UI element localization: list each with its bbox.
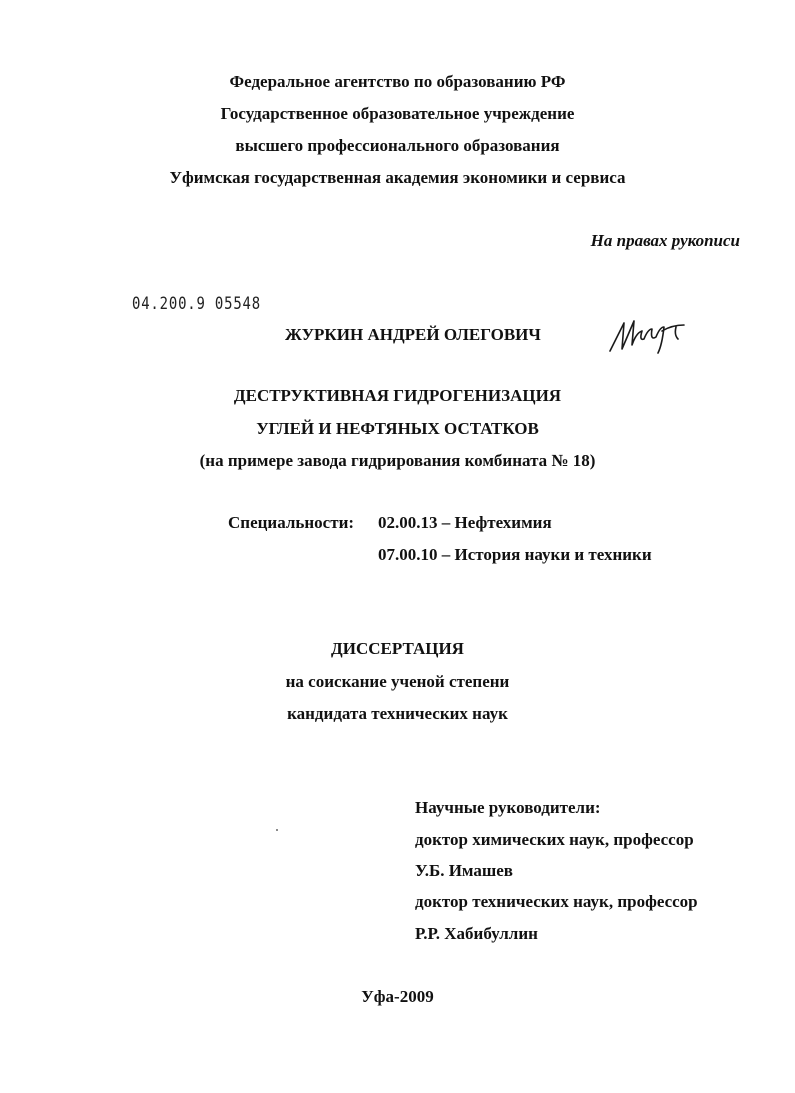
title-line-1: ДЕСТРУКТИВНАЯ ГИДРОГЕНИЗАЦИЯ <box>233 386 562 405</box>
supervisor-line: У.Б. Имашев <box>415 861 513 880</box>
specialty-item: 07.00.10 – История науки и техники <box>378 545 652 564</box>
org-line-2: Государственное образовательное учреждение <box>220 104 575 123</box>
org-line-4: Уфимская государственная академия экономики и сервиса <box>169 168 626 187</box>
specialty-item: 02.00.13 – Нефтехимия <box>378 513 552 532</box>
author-name: ЖУРКИН АНДРЕЙ ОЛЕГОВИЧ <box>285 325 541 344</box>
title-line-2: УГЛЕЙ И НЕФТЯНЫХ ОСТАТКОВ <box>256 419 539 438</box>
library-stamp-number: 04.200.9 05548 <box>132 294 261 314</box>
city-year: Уфа-2009 <box>361 987 434 1006</box>
rights-note: На правах рукописи <box>590 231 740 250</box>
supervisors-heading: Научные руководители: <box>415 798 601 817</box>
author-signature <box>606 315 688 355</box>
title-line-3: (на примере завода гидрирования комбината № 18) <box>199 451 596 470</box>
specialties-label: Специальности: <box>228 513 355 532</box>
supervisor-line: доктор химических наук, профессор <box>415 830 694 849</box>
supervisor-line: доктор технических наук, профессор <box>415 892 698 911</box>
work-type-line-2: кандидата технических наук <box>287 704 508 723</box>
scan-dot <box>276 829 278 831</box>
org-line-1: Федеральное агентство по образованию РФ <box>229 72 566 91</box>
org-line-3: высшего профессионального образования <box>235 136 560 155</box>
supervisor-line: Р.Р. Хабибуллин <box>415 924 538 943</box>
work-type-title: ДИССЕРТАЦИЯ <box>331 639 464 658</box>
work-type-line-1: на соискание ученой степени <box>285 672 510 691</box>
